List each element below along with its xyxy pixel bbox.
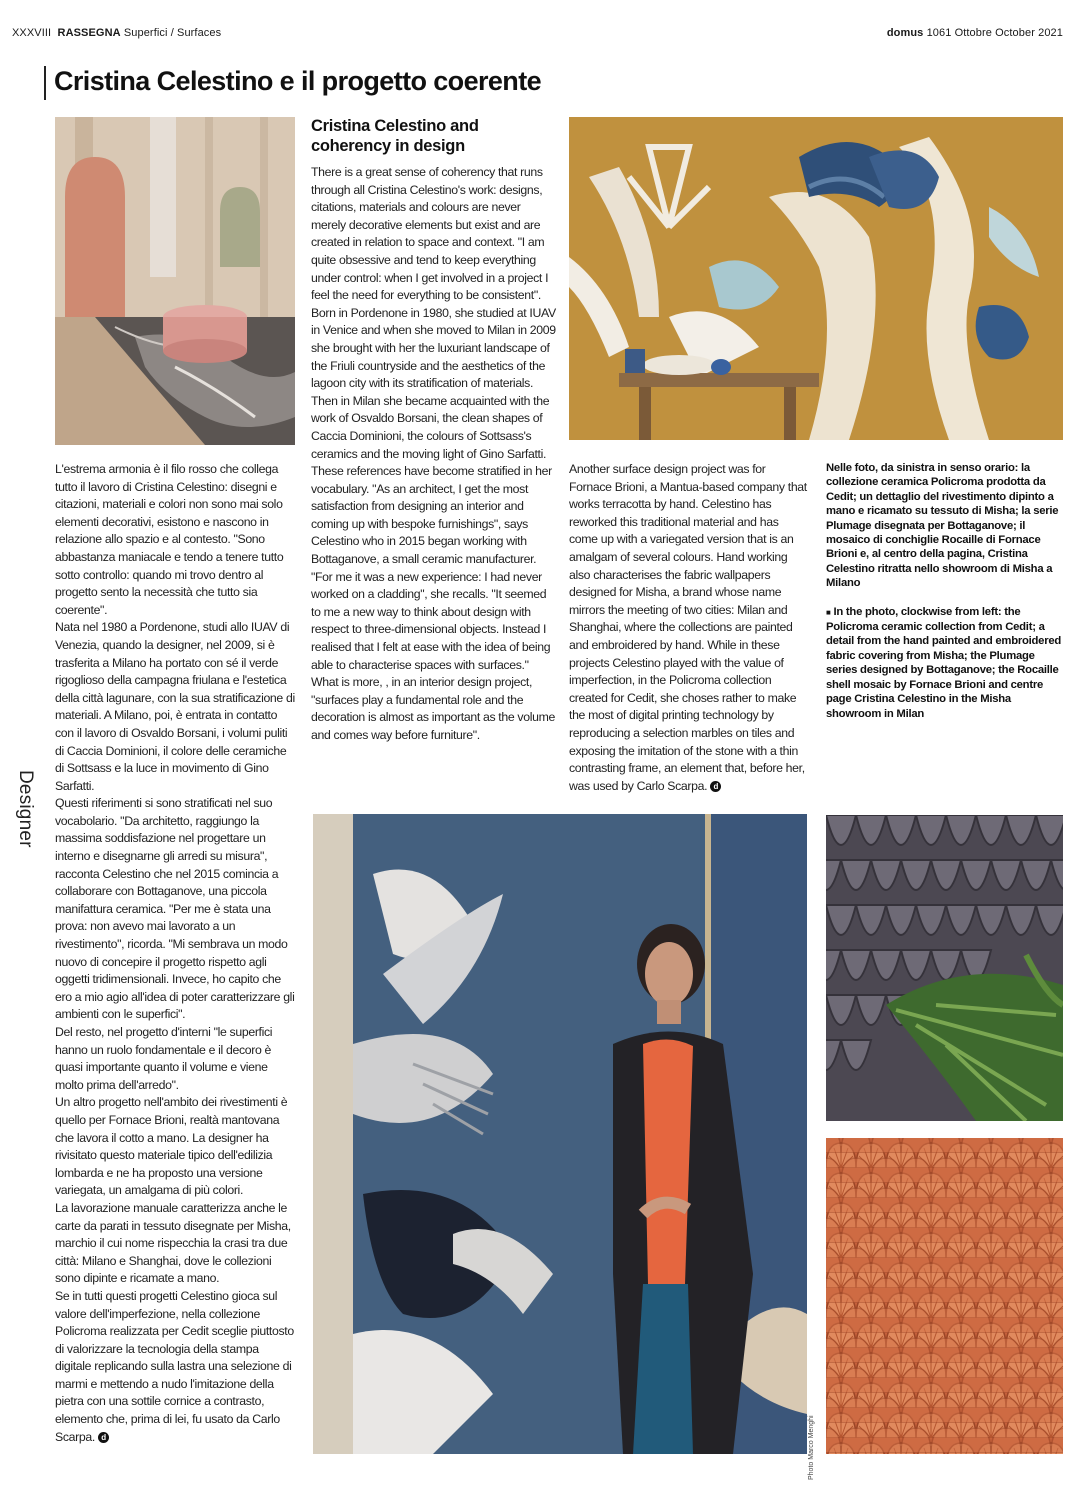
- caption-italian: Nelle foto, da sinistra in senso orario: la collezione ceramica Policroma prodotta da Cedit; un dettaglio del rivestimento dipinto a mano e ricamato su tessuto di Misha; la serie Plumage disegnata per Bottaganove; il mosaico di conchiglie Rocaille di Fornace Brioni e, al centro della pagina, Cristina Celestino ritratta nello showroom di Misha a Milano: [826, 462, 1059, 590]
- photo-rocaille-mosaic: [826, 1138, 1063, 1454]
- issue-info: 1061 Ottobre October 2021: [926, 27, 1063, 39]
- caption-english-text: In the photo, clockwise from left: the Policroma ceramic collection from Cedit; a detail from the hand painted and embroidered fabric covering from Misha; the Plumage series designed by Bottaganove; the Rocaille shell mosaic by Fornace Brioni and centre page Cristina Celestino in the Misha showroom in Milan: [826, 605, 1062, 720]
- italian-paragraph: L'estrema armonia è il filo rosso che collega tutto il lavoro di Cristina Celestino: disegni e citazioni, materiali e colori non sono mai solo elementi decorativi, esistono e nascono in relazione allo spazio e al contesto. "Sono abbastanza maniacale e tendo a tenere tutto sotto controllo: quando mi trovo dentro al progetto sento la necessità che tutto sia coerente".: [55, 462, 284, 617]
- english-paragraph: There is a great sense of coherency that runs through all Cristina Celestino's work: designs, citations, materials and colours are never merely decorative elements but exist and are created in relation to space and context. "I am quite obsessive and tend to keep everything under control: when I get involved in a project I feel the need for everything to be consistent".: [311, 165, 549, 303]
- english-column-1: [311, 164, 557, 745]
- photo-credit: [808, 1390, 820, 1480]
- page-title: Cristina Celestino e il progetto coerente: [54, 66, 542, 96]
- caption-english: [826, 605, 1062, 721]
- photo-credit-text: Photo Marco Menghi: [808, 1415, 815, 1480]
- italian-paragraph: Un altro progetto nell'ambito dei rivestimenti è quello per Fornace Brioni, realtà mantovana che lavora il cotto a mano. La designer ha rivisitato questo materiale tipico dell'edilizia lombarda e ne ha proposto una versione variegata, un amalgama di più colori.: [55, 1095, 288, 1198]
- italian-paragraph: [55, 1288, 295, 1446]
- english-subtitle: Cristina Celestino and coherency in design: [311, 117, 479, 155]
- english-paragraph: Born in Pordenone in 1980, she studied at IUAV in Venice and when she moved to Milan in 2009 she brought with her the luxuriant landscape of the Friuli countryside and the aesthetics of the lagoon city with its stratification of materials. Then in Milan she became acquainted with the work of Osvaldo Borsani, the clean shapes of Caccia Dominioni, the colours of Sottsass's ceramics and the moving light of Gino Sarfatti. These references have become stratified in her vocabulary. "As an architect, I get the most satisfaction from designing an interior and coming up with bespoke furnishings", says Celestino who in 2015 began working with Bottaganove, a small ceramic manufacturer. "For me it was a new experience: I had never worked on a cladding", she recalls. "It seemed to me a new way to think about design with respect to three-dimensional objects. Instead I realised that I felt at ease with the idea of being able to characterise spaces with surfaces.": [311, 305, 556, 672]
- captions: [826, 461, 1062, 735]
- side-label-text: Designer: [15, 770, 36, 848]
- section-name: RASSEGNA: [57, 27, 121, 39]
- italian-paragraph: Questi riferimenti si sono stratificati nel suo vocabolario. "Da architetto, raggiungo la massima soddisfazione nel progettare un interno e disegnarne gli arredi su misura", racconta Celestino che nel 2015 comincia a collaborare con Bottaganove, una piccola manifattura ceramica. "Per me è stata una prova: non avevo mai lavorato a un rivestimento", ricorda. "Mi sembrava un modo nuovo di concepire il progetto rispetto agli oggetti tridimensionali. Invece, ho capito che ero a mio agio all'idea di poter caratterizzare gli ambienti con le superfici".: [55, 796, 295, 1022]
- square-bullet-icon: ■: [826, 607, 831, 617]
- subsection-name: Superfici / Surfaces: [123, 27, 222, 39]
- italian-paragraph: Nata nel 1980 a Pordenone, studi allo IUAV di Venezia, quando la designer, nel 2009, si è trasferita a Milano ha portato con sé il verde rigoglioso della campagna friulana e l'estetica della città lagunare, con la sua stratificazione di materiali. A Milano, poi, è entrata in contatto con il lavoro di Osvaldo Borsani, i volumi puliti di Caccia Dominioni, il colore delle ceramiche di Sottsass e la luce in movimento di Gino Sarfatti.: [55, 620, 295, 793]
- end-mark-icon: d: [710, 781, 721, 792]
- running-header-right: [887, 27, 1063, 39]
- photo-portrait: [313, 814, 807, 1454]
- photo-policroma-interior: [55, 117, 295, 445]
- italian-paragraph: La lavorazione manuale caratterizza anche le carte da parati in tessuto disegnate per Misha, marchio il cui nome rispecchia la crasi tra due città: Milano e Shanghai, dove le collezioni sono dipinte e ricamate a mano.: [55, 1200, 291, 1286]
- running-header-left: [12, 27, 221, 39]
- end-mark-icon: d: [98, 1432, 109, 1443]
- side-label: [14, 770, 38, 870]
- italian-paragraph-last: Se in tutti questi progetti Celestino gioca sul valore dell'imperfezione, nella collezione Policroma realizzata per Cedit sceglie piuttosto di valorizzare la tecnologia della stampa digitale replicando sulla lastra una selezione di marmi e mettendo a nudo l'imitazione della pietra con una sottile cornice a contrasto, elemento che, prima di lei, fu usato da Carlo Scarpa.: [55, 1288, 294, 1444]
- italian-column: [55, 461, 295, 1446]
- page-number: XXXVIII: [12, 27, 52, 39]
- english-column-2: [569, 461, 807, 795]
- magazine-name: domus: [886, 27, 924, 39]
- english-column-2-text: Another surface design project was for Fornace Brioni, a Mantua-based company that works terracotta by hand. Celestino has reworked this traditional material and has come up with a variegated version that is an amalgam of several colours. Hand working also characterises the fabric wallpapers designed for Misha, a brand whose name mirrors the meeting of two cities: Milan and Shanghai, where the collections are painted and embroidered by hand. While in these projects Celestino played with the value of imperfection, in the Policroma collection created for Cedit, she choses rather to make the most of digital printing technology by reproducing a selection marbles on tiles and exposing the imitation of the stone with a thin contrasting frame, an element that, before her, was used by Carlo Scarpa.: [569, 462, 807, 793]
- english-paragraph: What is more, , in an interior design project, "surfaces play a fundamental role and the decoration is almost as important as the volume and comes way before furniture".: [311, 675, 555, 742]
- title-rule: [44, 66, 46, 100]
- italian-paragraph: Del resto, nel progetto d'interni "le superfici hanno un ruolo fondamentale e il decoro è quasi importante quanto il volume e viene molto prima dell'arredo".: [55, 1025, 273, 1092]
- photo-misha-wallpaper: [569, 117, 1063, 440]
- photo-plumage-tiles: [826, 815, 1063, 1121]
